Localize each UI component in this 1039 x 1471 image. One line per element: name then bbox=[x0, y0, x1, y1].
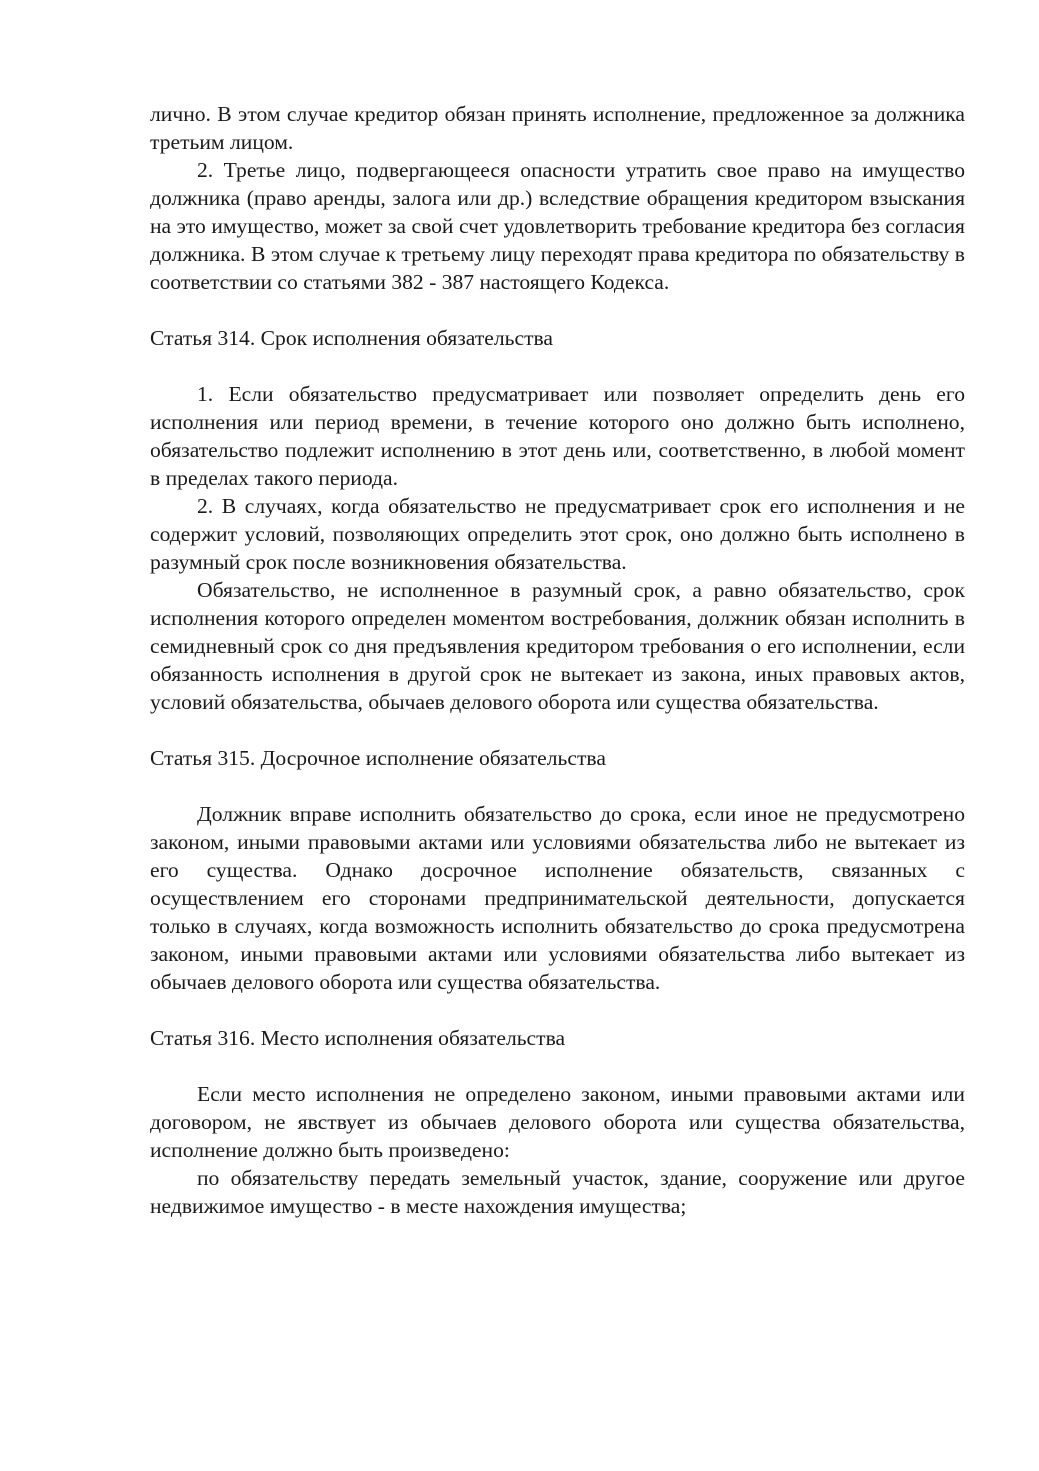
article-314-item-2: 2. В случаях, когда обязательство не предусматривает срок его исполнения и не содержит условий, позволяющих определить этот срок, оно должно быть исполнено в разумный срок после возникновения обязательства. bbox=[150, 494, 965, 574]
article-315-paragraph-1: Должник вправе исполнить обязательство до срока, если иное не предусмотрено законом, иными правовыми актами или условиями обязательства либо не вытекает из его существа. Однако досрочное исполнение обязательств, связанных с осуществлением его сторонами предпринимательской деятельности, допускается только в случаях, когда возможность исполнить обязательство до срока предусмотрена законом, иными правовыми актами или условиями обязательства либо вытекает из обычаев делового оборота или существа обязательства. bbox=[150, 802, 965, 994]
article-316-heading: Статья 316. Место исполнения обязательства bbox=[150, 1026, 566, 1050]
article-314-heading: Статья 314. Срок исполнения обязательства bbox=[150, 326, 553, 350]
paragraph-313-item-2: 2. Третье лицо, подвергающееся опасности утратить свое право на имущество должника (право аренды, залога или др.) вследствие обращения кредитором взыскания на это имущество, может за свой счет удовлетворить требование кредитора без согласия должника. В этом случае к третьему лицу переходят права кредитора по обязательству в соответствии со статьями 382 - 387 настоящего Кодекса. bbox=[150, 158, 965, 294]
article-314-paragraph-3: Обязательство, не исполненное в разумный срок, а равно обязательство, срок исполнения которого определен моментом востребования, должник обязан исполнить в семидневный срок со дня предъявления кредитором требования о его исполнении, если обязанность исполнения в другой срок не вытекает из закона, иных правовых актов, условий обязательства, обычаев делового оборота или существа обязательства. bbox=[150, 578, 965, 714]
article-315-heading: Статья 315. Досрочное исполнение обязательства bbox=[150, 746, 606, 770]
article-316-paragraph-1: Если место исполнения не определено законом, иными правовыми актами или договором, не явствует из обычаев делового оборота или существа обязательства, исполнение должно быть произведено: bbox=[150, 1082, 965, 1162]
article-314-item-1: 1. Если обязательство предусматривает или позволяет определить день его исполнения или период времени, в течение которого оно должно быть исполнено, обязательство подлежит исполнению в этот день или, соответственно, в любой момент в пределах такого периода. bbox=[150, 382, 965, 490]
paragraph-continuation: лично. В этом случае кредитор обязан принять исполнение, предложенное за должника третьим лицом. bbox=[150, 102, 965, 154]
document-page bbox=[150, 100, 965, 1220]
article-316-paragraph-2: по обязательству передать земельный участок, здание, сооружение или другое недвижимое имущество - в месте нахождения имущества; bbox=[150, 1166, 965, 1218]
